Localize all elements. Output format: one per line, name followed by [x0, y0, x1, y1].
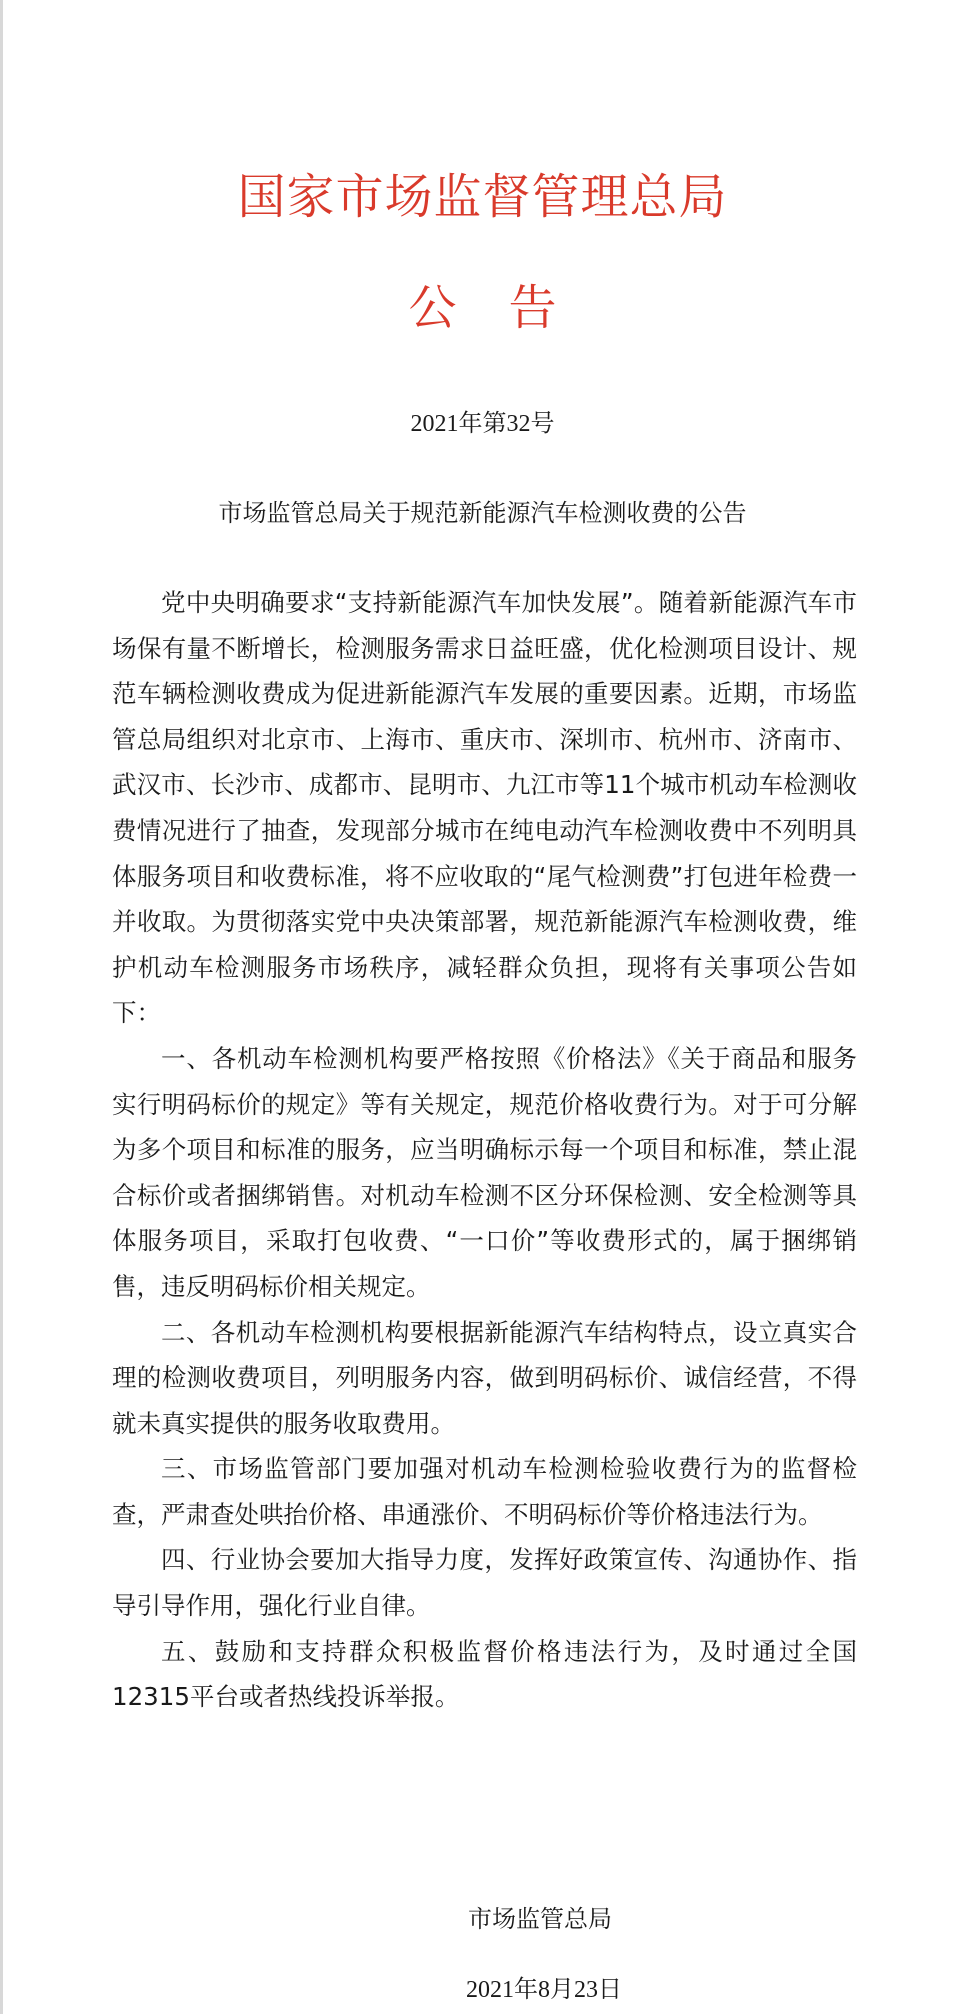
body-paragraph-item-3: 三、市场监管部门要加强对机动车检测检验收费行为的监督检查，严肃查处哄抬价格、串通涨价、不明码标价等价格违法行为。: [112, 1454, 857, 1529]
document-type-char-2: 告: [508, 280, 557, 336]
body-paragraph-item-2: 二、各机动车检测机构要根据新能源汽车结构特点，设立真实合理的检测收费项目，列明服务内容，做到明码标价、诚信经营，不得就未真实提供的服务收取费用。: [112, 1317, 857, 1438]
document-number: 2021年第32号: [410, 411, 555, 437]
body-paragraph-item-4: 四、行业协会要加大指导力度，发挥好政策宣传、沟通协作、指导引导作用，强化行业自律。: [112, 1545, 857, 1621]
issuing-authority-title: 国家市场监督管理总局: [237, 169, 728, 225]
document-type-heading: [0, 276, 965, 340]
signing-date: 2021年8月23日: [466, 1977, 622, 2003]
signing-authority: 市场监管总局: [468, 1905, 612, 1933]
document-type-char-1: 公: [408, 280, 457, 336]
body-paragraph-item-5: 五、鼓励和支持群众积极监督价格违法行为，及时通过全国12315平台或者热线投诉举报。: [112, 1636, 857, 1712]
body-paragraph-intro: 党中央明确要求“支持新能源汽车加快发展”。随着新能源汽车市场保有量不断增长，检测服务需求日益旺盛，优化检测项目设计、规范车辆检测收费成为促进新能源汽车发展的重要因素。近期，市场监管总局组织对北京市、上海市、重庆市、深圳市、杭州市、济南市、武汉市、长沙市、成都市、昆明市、九江市等11个城市机动车检测收费情况进行了抽查，发现部分城市在纯电动汽车检测收费中不列明具体服务项目和收费标准，将不应收取的“尾气检测费”打包进年检费一并收取。为贯彻落实党中央决策部署，规范新能源汽车检测收费，维护机动车检测服务市场秩序，减轻群众负担，现将有关事项公告如下：: [112, 588, 857, 1028]
body-paragraph-item-1: 一、各机动车检测机构要严格按照《价格法》《关于商品和服务实行明码标价的规定》等有关规定，规范价格收费行为。对于可分解为多个项目和标准的服务，应当明确标示每一个项目和标准，禁止混合标价或者捆绑销售。对机动车检测不区分环保检测、安全检测等具体服务项目，采取打包收费、“一口价”等收费形式的，属于捆绑销售，违反明码标价相关规定。: [112, 1043, 857, 1301]
announcement-body: [112, 580, 857, 1720]
document-subject: 市场监管总局关于规范新能源汽车检测收费的公告: [218, 499, 747, 527]
